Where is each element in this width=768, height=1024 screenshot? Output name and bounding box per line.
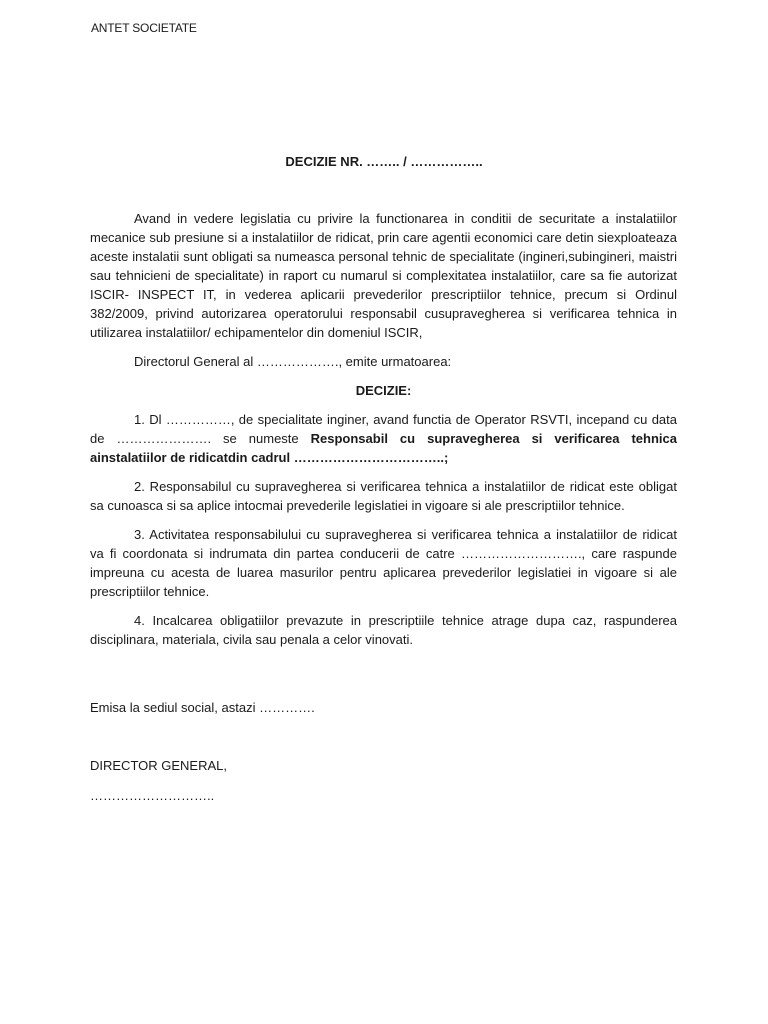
article-1-bold-text: Responsabil cu supravegherea si verificarea tehnica ainstalatiilor de ridicatdin cadrul ……………………………..; — [90, 431, 677, 465]
article-1 — [90, 410, 677, 467]
article-3: 3. Activitatea responsabilului cu supravegherea si verificarea tehnica a instalatiilor de ridicat va fi coordonata si indrumata din partea conducerii de catre ………………………., care raspunde impreuna cu acesta de luarea masurilor pentru aplicarea prevederilor legislatiei in vigoare si ale prescriptiilor tehnice. — [90, 527, 677, 599]
issue-date-line: Emisa la sediul social, astazi …………. — [90, 700, 315, 715]
decision-heading: DECIZIE: — [355, 383, 412, 398]
decision-title: DECIZIE NR. …….. / …………….. — [285, 154, 483, 169]
article-1-text: 1. Dl ……………, de specialitate inginer, avand functia de Operator RSVTI, incepand cu data de …………………. se numeste — [90, 412, 677, 446]
article-4: 4. Incalcarea obligatiilor prevazute in prescriptiile tehnice atrage dupa caz, raspunderea disciplinara, materiala, civila sau penala a celor vinovati. — [90, 613, 677, 647]
director-line: Directorul General al ………………., emite urmatoarea: — [134, 354, 452, 369]
article-2: 2. Responsabilul cu supravegherea si verificarea tehnica a instalatiilor de ridicat este obligat sa cunoasca si sa aplice intocmai prevederile legislatiei in vigoare si ale prescriptiilor tehnice. — [90, 479, 677, 513]
intro-paragraph: Avand in vedere legislatia cu privire la functionarea in conditii de securitate a instalatiilor mecanice sub presiune si a instalatiilor de ridicat, prin care agentii economici care detin siexploateaza aceste instalatii sunt obligati sa numeasca personal tehnic de specialitate (ingineri,subingineri, maistri sau tehnicieni de specialitate) in raport cu numarul si complexitatea instalatiilor, care sa fie autorizat ISCIR- INSPECT IT, in vederea aplicarii prevederilor prescriptiilor tehnice, precum si Ordinul 382/2009, privind autorizarea operatorului responsabil cusupravegherea si verificarea tehnica in utilizarea instalatiilor/ echipamentelor din domeniul ISCIR, — [90, 211, 677, 340]
company-letterhead: ANTET SOCIETATE — [91, 21, 197, 35]
signature-line: ……………………….. — [90, 788, 215, 803]
document-body — [90, 209, 677, 649]
director-signature-title: DIRECTOR GENERAL, — [90, 758, 228, 773]
